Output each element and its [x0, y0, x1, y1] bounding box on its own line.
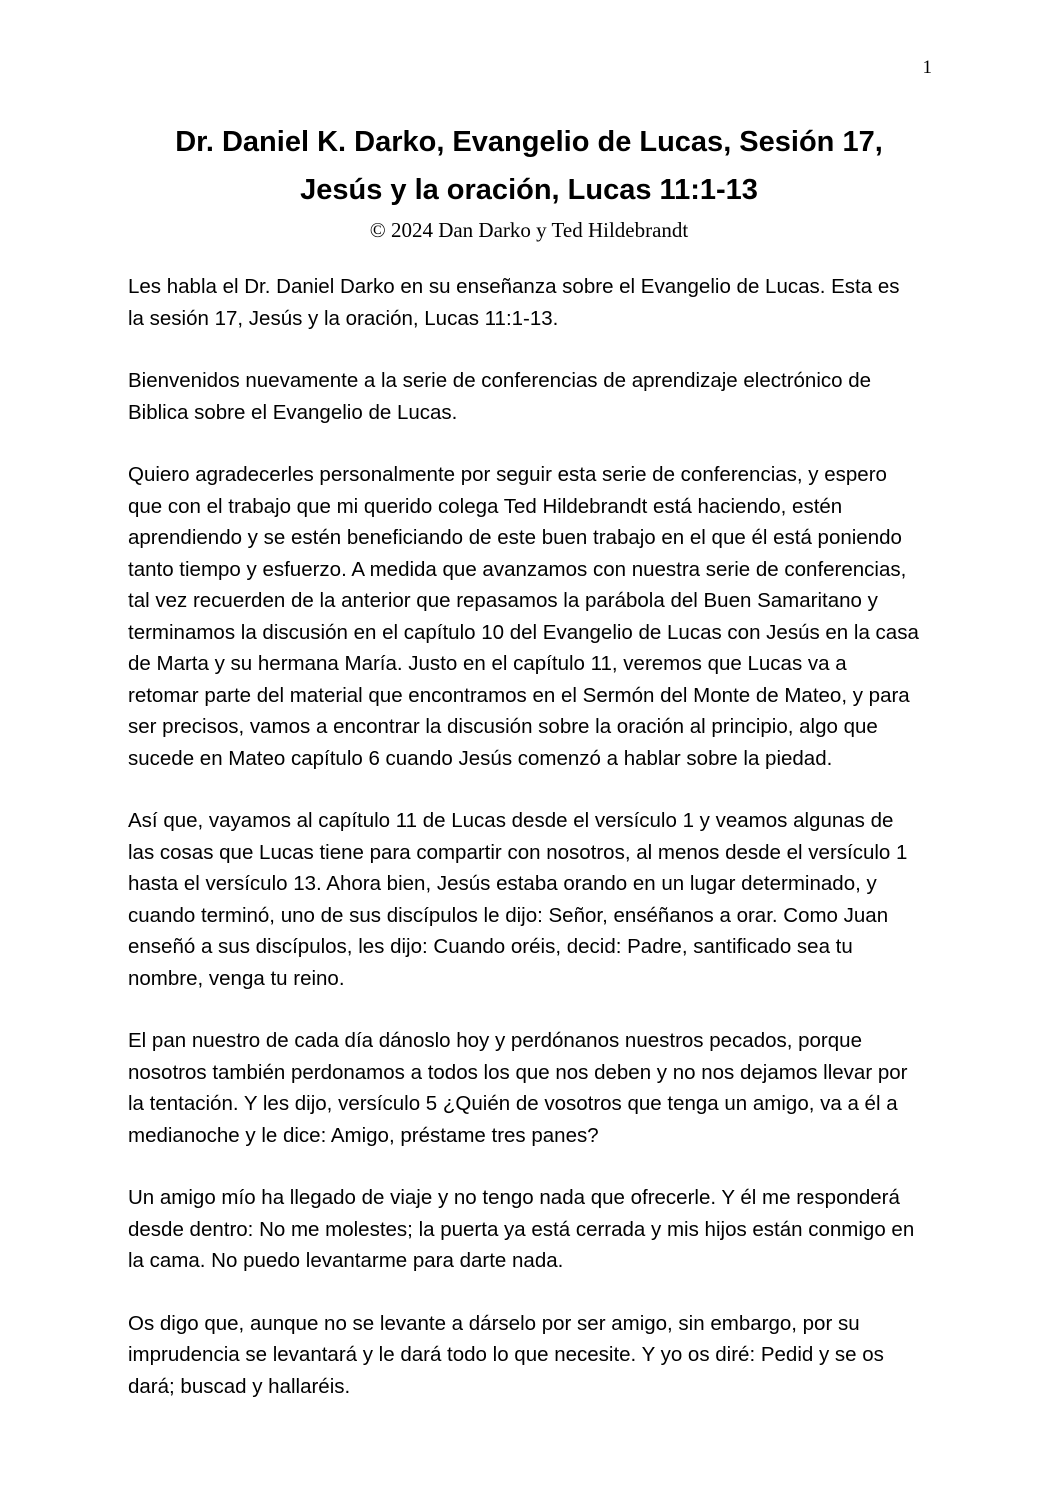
document-body [128, 271, 920, 1402]
page-number: 1 [922, 57, 932, 78]
document-title-line-1: Dr. Daniel K. Darko, Evangelio de Lucas, Sesión 17, [175, 126, 883, 158]
document-title-line-2: Jesús y la oración, Lucas 11:1-13 [300, 174, 758, 206]
title-block [70, 118, 988, 243]
copyright-line: © 2024 Dan Darko y Ted Hildebrandt [369, 218, 689, 242]
paragraph: Quiero agradecerles personalmente por seguir esta serie de conferencias, y espero que con el trabajo que mi querido colega Ted Hildebrandt está haciendo, estén aprendiendo y se estén beneficiando de este buen trabajo en el que él está poniendo tanto tiempo y esfuerzo. A medida que avanzamos con nuestra serie de conferencias, tal vez recuerden de la anterior que repasamos la parábola del Buen Samaritano y terminamos la discusión en el capítulo 10 del Evangelio de Lucas con Jesús en la casa de Marta y su hermana María. Justo en el capítulo 11, veremos que Lucas va a retomar parte del material que encontramos en el Sermón del Monte de Mateo, y para ser precisos, vamos a encontrar la discusión sobre la oración al principio, algo que sucede en Mateo capítulo 6 cuando Jesús comenzó a hablar sobre la piedad. [128, 463, 919, 770]
paragraph: Les habla el Dr. Daniel Darko en su enseñanza sobre el Evangelio de Lucas. Esta es la sesión 17, Jesús y la oración, Lucas 11:1-13. [128, 275, 900, 330]
paragraph: Os digo que, aunque no se levante a dárselo por ser amigo, sin embargo, por su imprudencia se levantará y le dará todo lo que necesite. Y yo os diré: Pedid y se os dará; buscad y hallaréis. [128, 1311, 884, 1398]
paragraph: Así que, vayamos al capítulo 11 de Lucas desde el versículo 1 y veamos algunas de las cosas que Lucas tiene para compartir con nosotros, al menos desde el versículo 1 hasta el versículo 13. Ahora bien, Jesús estaba orando en un lugar determinado, y cuando terminó, uno de sus discípulos le dijo: Señor, enséñanos a orar. Como Juan enseñó a sus discípulos, les dijo: Cuando oréis, decid: Padre, santificado sea tu nombre, venga tu reino. [128, 809, 908, 990]
paragraph: El pan nuestro de cada día dánoslo hoy y perdónanos nuestros pecados, porque nosotros también perdonamos a todos los que nos deben y no nos dejamos llevar por la tentación. Y les dijo, versículo 5 ¿Quién de vosotros que tenga un amigo, va a él a medianoche y le dice: Amigo, préstame tres panes? [128, 1029, 908, 1147]
paragraph: Bienvenidos nuevamente a la serie de conferencias de aprendizaje electrónico de Biblica sobre el Evangelio de Lucas. [128, 369, 872, 424]
paragraph: Un amigo mío ha llegado de viaje y no tengo nada que ofrecerle. Y él me responderá desde dentro: No me molestes; la puerta ya está cerrada y mis hijos están conmigo en la cama. No puedo levantarme para darte nada. [128, 1186, 915, 1272]
